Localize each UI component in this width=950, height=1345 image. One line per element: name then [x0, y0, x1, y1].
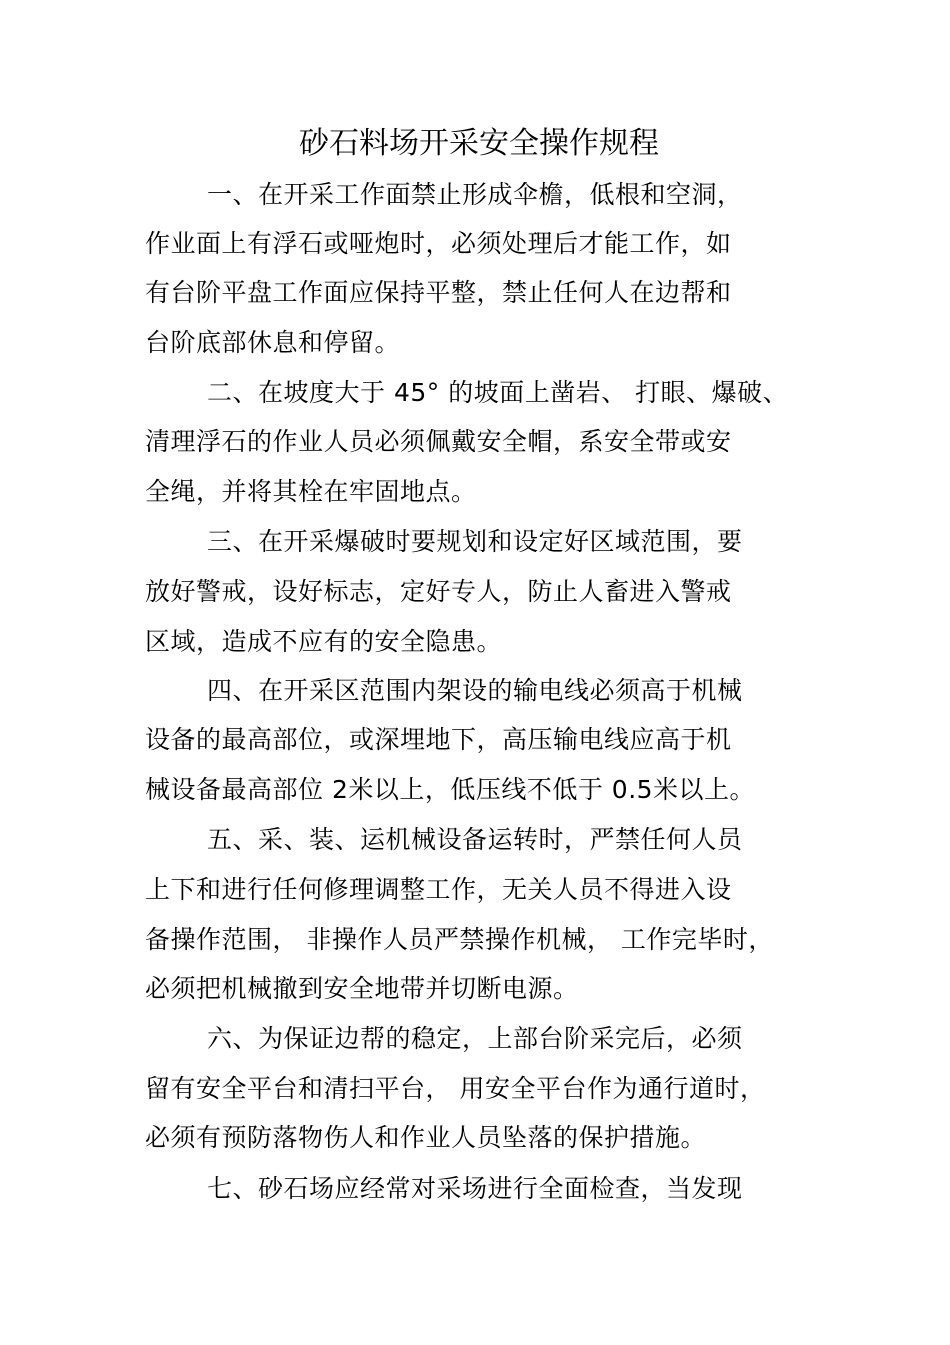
paragraph-4-line-2: 设备的最高部位，或深埋地下，高压输电线应高于机 [145, 725, 732, 754]
paragraph-2-line-2: 清理浮石的作业人员必须佩戴安全帽，系安全带或安 [145, 427, 732, 456]
paragraph-6-line-1: 六、为保证边帮的稳定，上部台阶采完后，必须 [207, 1024, 743, 1053]
paragraph-3-line-2: 放好警戒，设好标志，定好专人，防止人畜进入警戒 [145, 577, 732, 606]
paragraph-6-line-3: 必须有预防落物伤人和作业人员坠落的保护措施。 [145, 1123, 707, 1152]
paragraph-1-line-4: 台阶底部休息和停留。 [145, 328, 401, 357]
paragraph-4-line-3: 械设备最高部位 2米以上，低压线不低于 0.5米以上。 [145, 775, 756, 804]
paragraph-4-line-1: 四、在开采区范围内架设的输电线必须高于机械 [207, 676, 743, 705]
paragraph-5-line-1: 五、采、装、运机械设备运转时，严禁任何人员 [207, 825, 743, 854]
paragraph-1-line-2: 作业面上有浮石或哑炮时，必须处理后才能工作，如 [145, 229, 732, 258]
paragraph-1-line-1: 一、在开采工作面禁止形成伞檐，低根和空洞， [207, 180, 743, 209]
paragraph-2-line-1: 二、在坡度大于 45° 的坡面上凿岩、 打眼、爆破、 [207, 378, 789, 407]
paragraph-5-line-2: 上下和进行任何修理调整工作，无关人员不得进入设 [145, 875, 732, 904]
paragraph-2-line-3: 全绳，并将其栓在牢固地点。 [145, 477, 477, 506]
paragraph-3-line-3: 区域，造成不应有的安全隐患。 [145, 627, 503, 656]
paragraph-5-line-3: 备操作范围， 非操作人员严禁操作机械， 工作完毕时， [145, 925, 774, 954]
paragraph-1-line-3: 有台阶平盘工作面应保持平整，禁止任何人在边帮和 [145, 278, 732, 307]
paragraph-6-line-2: 留有安全平台和清扫平台， 用安全平台作为通行道时， [145, 1074, 766, 1103]
paragraph-5-line-4: 必须把机械撤到安全地带并切断电源。 [145, 974, 579, 1003]
document-title: 砂石料场开采安全操作规程 [299, 126, 659, 161]
paragraph-7-line-1: 七、砂石场应经常对采场进行全面检查，当发现 [207, 1174, 743, 1203]
paragraph-3-line-1: 三、在开采爆破时要规划和设定好区域范围，要 [207, 527, 743, 556]
